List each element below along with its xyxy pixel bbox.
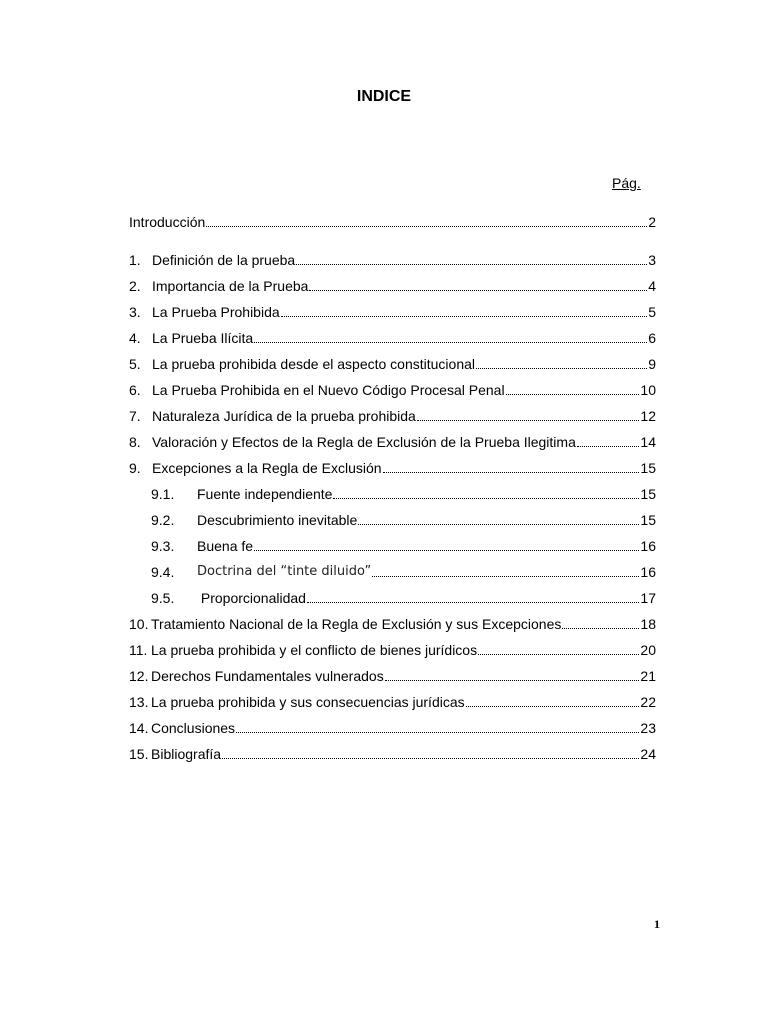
- toc-entry[interactable]: [129, 354, 656, 374]
- toc-entry-number: 4.: [129, 330, 141, 346]
- toc-entry[interactable]: [129, 212, 656, 232]
- toc-entry-number: 2.: [129, 278, 141, 294]
- toc-leader-dots: [307, 601, 639, 603]
- toc-entry-label: Definición de la prueba: [152, 252, 296, 268]
- toc-leader-dots: [562, 627, 639, 629]
- toc-entry-label: Proporcionalidad: [197, 590, 306, 606]
- toc-entry-page: 20: [640, 642, 656, 658]
- toc-leader-dots: [281, 315, 648, 317]
- toc-entry-number: 9.1.: [151, 486, 175, 502]
- toc-leader-dots: [254, 549, 639, 551]
- toc-entry-label: La prueba prohibida desde el aspecto constitucional: [152, 356, 476, 372]
- toc-entry-page: 10: [640, 382, 656, 398]
- toc-leader-dots: [478, 653, 639, 655]
- toc-entry-page: 22: [640, 694, 656, 710]
- toc-leader-dots: [333, 497, 639, 499]
- toc-entry-number: 14.: [129, 720, 149, 736]
- toc-entry-number: 6.: [129, 382, 141, 398]
- toc-entry-page: 3: [648, 252, 656, 268]
- toc-entry-label: La prueba prohibida y el conflicto de bienes jurídicos: [151, 642, 478, 658]
- toc-entry[interactable]: [129, 406, 656, 426]
- toc-entry[interactable]: [129, 718, 656, 738]
- toc-leader-dots: [577, 445, 640, 447]
- toc-entry[interactable]: [129, 302, 656, 322]
- toc-entry[interactable]: [151, 536, 656, 556]
- toc-entry-number: 7.: [129, 408, 141, 424]
- toc-entry-number: 9.2.: [151, 512, 175, 528]
- toc-entry-page: 16: [640, 564, 656, 580]
- toc-entry-label: Naturaleza Jurídica de la prueba prohibida: [152, 408, 416, 424]
- toc-entry-page: 15: [640, 460, 656, 476]
- toc-entry[interactable]: [129, 276, 656, 296]
- toc-entry-page: 2: [648, 214, 656, 230]
- toc-entry-page: 4: [648, 278, 656, 294]
- toc-entry-number: 10.: [129, 616, 149, 632]
- toc-entry-label: Excepciones a la Regla de Exclusión: [152, 460, 382, 476]
- toc-entry-page: 15: [640, 486, 656, 502]
- toc-entry-number: 11.: [129, 642, 148, 658]
- toc-entry-page: 15: [640, 512, 656, 528]
- toc-entry-label: Conclusiones: [151, 720, 236, 736]
- toc-entry[interactable]: [129, 250, 656, 270]
- toc-entry-number: 1.: [129, 252, 141, 268]
- toc-entry-page: 16: [640, 538, 656, 554]
- toc-entry-page: 12: [640, 408, 656, 424]
- toc-entry[interactable]: [129, 380, 656, 400]
- toc-entry-page: 5: [648, 304, 656, 320]
- toc-entry-label: Derechos Fundamentales vulnerados: [151, 668, 384, 684]
- toc-leader-dots: [222, 757, 639, 759]
- toc-entry-label: Introducción: [129, 214, 206, 230]
- toc-entry-label: Valoración y Efectos de la Regla de Exclusión de la Prueba Ilegitima: [152, 434, 576, 450]
- toc-entry-label: La Prueba Prohibida en el Nuevo Código Procesal Penal: [152, 382, 505, 398]
- toc-entry[interactable]: [129, 666, 656, 686]
- toc-entry-page: 24: [640, 746, 656, 762]
- toc-entry[interactable]: [151, 588, 656, 608]
- toc-entry-label: La Prueba Prohibida: [152, 304, 280, 320]
- toc-entry-page: 21: [640, 668, 656, 684]
- toc-entry-label: Importancia de la Prueba: [152, 278, 309, 294]
- toc-leader-dots: [417, 419, 640, 421]
- toc-entry-page: 17: [640, 590, 656, 606]
- toc-leader-dots: [254, 341, 647, 343]
- toc-entry-number: 12.: [129, 668, 149, 684]
- toc-leader-dots: [385, 679, 640, 681]
- toc-entry-label: La prueba prohibida y sus consecuencias jurídicas: [151, 694, 465, 710]
- toc-entry-number: 9.3.: [151, 538, 175, 554]
- toc-entry-label: Fuente independiente: [197, 486, 333, 502]
- toc-entry-number: 9.4.: [151, 564, 175, 580]
- document-title: INDICE: [356, 88, 412, 105]
- toc-entry[interactable]: [129, 614, 656, 634]
- toc-leader-dots: [236, 731, 639, 733]
- toc-entry[interactable]: [129, 458, 656, 478]
- toc-entry-label: La Prueba Ilícita: [152, 330, 254, 346]
- toc-entry-page: 9: [648, 356, 656, 372]
- toc-entry[interactable]: [129, 692, 656, 712]
- toc-entry[interactable]: [129, 432, 656, 452]
- toc-leader-dots: [296, 263, 647, 265]
- toc-entry-number: 5.: [129, 356, 141, 372]
- page-column-header: Pág.: [612, 175, 641, 191]
- toc-entry-label: Doctrina del “tinte diluido”: [197, 564, 372, 579]
- toc-entry-page: 14: [640, 434, 656, 450]
- toc-entry[interactable]: [129, 744, 656, 764]
- toc-entry[interactable]: [129, 640, 656, 660]
- toc-entry-number: 8.: [129, 434, 141, 450]
- toc-entry-number: 9.5.: [151, 590, 175, 606]
- page-number: 1: [654, 917, 660, 931]
- toc-entry-page: 23: [640, 720, 656, 736]
- toc-entry-label: Descubrimiento inevitable: [197, 512, 358, 528]
- toc-entry-page: 6: [648, 330, 656, 346]
- toc-entry-label: Bibliografía: [151, 746, 222, 762]
- toc-entry[interactable]: [151, 510, 656, 530]
- toc-leader-dots: [506, 393, 640, 395]
- toc-leader-dots: [383, 471, 640, 473]
- toc-leader-dots: [206, 225, 647, 227]
- toc-leader-dots: [372, 575, 639, 577]
- toc-entry[interactable]: [129, 328, 656, 348]
- toc-leader-dots: [466, 705, 640, 707]
- toc-entry-label: Tratamiento Nacional de la Regla de Exclusión y sus Excepciones: [151, 616, 562, 632]
- toc-entry-number: 13.: [129, 694, 149, 710]
- toc-entry-number: 9.: [129, 460, 141, 476]
- toc-entry-number: 3.: [129, 304, 141, 320]
- toc-entry-number: 15.: [129, 746, 149, 762]
- toc-entry[interactable]: [151, 484, 656, 504]
- toc-leader-dots: [476, 367, 647, 369]
- toc-leader-dots: [309, 289, 647, 291]
- toc-entry-page: 18: [640, 616, 656, 632]
- toc-entry-label: Buena fe: [197, 538, 254, 554]
- toc-leader-dots: [358, 523, 639, 525]
- toc-entry[interactable]: [151, 562, 656, 582]
